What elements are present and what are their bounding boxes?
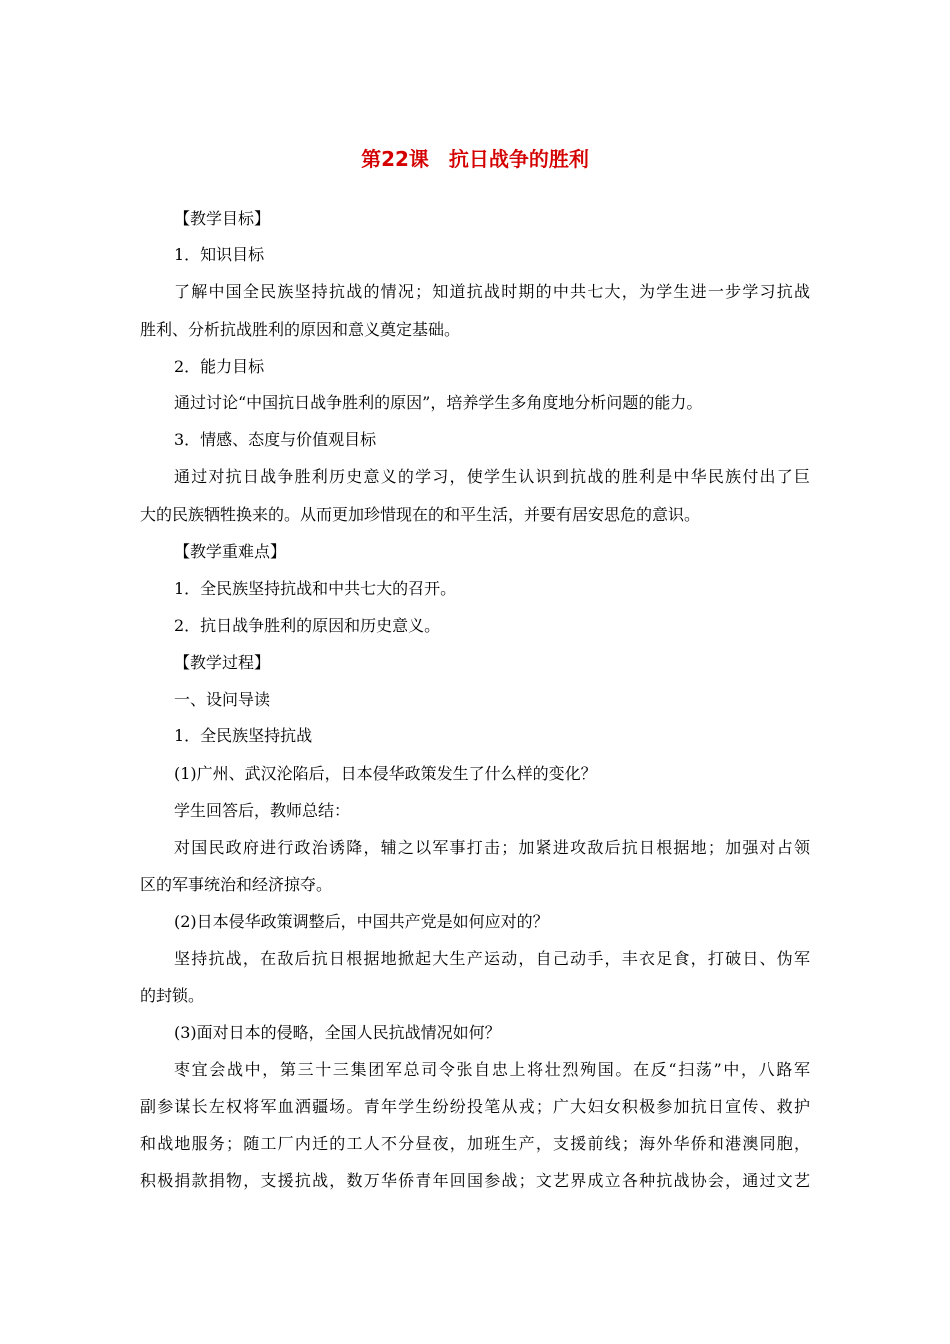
list-item: 1．全民族坚持抗战和中共七大的召开。 (174, 579, 457, 598)
question-3: (3)面对日本的侵略，全国人民抗战情况如何？ (174, 1023, 501, 1042)
paragraph-line: 积极捐款捐物，支援抗战，数万华侨青年回国参战；文艺界成立各种抗战协会，通过文艺 (140, 1171, 810, 1190)
subheading-resistance: 1．全民族坚持抗战 (174, 726, 313, 745)
paragraph-line: 的封锁。 (140, 986, 205, 1005)
list-item: 2．抗日战争胜利的原因和历史意义。 (174, 616, 441, 635)
section-heading-key-points: 【教学重难点】 (174, 542, 287, 561)
paragraph-line: 坚持抗战，在敌后抗日根据地掀起大生产运动，自己动手，丰衣足食，打破日、伪军 (174, 949, 810, 968)
section-heading-objectives: 【教学目标】 (174, 209, 271, 228)
paragraph-line: 通过讨论“中国抗日战争胜利的原因”，培养学生多角度地分析问题的能力。 (174, 393, 703, 412)
paragraph-line: 通过对抗日战争胜利历史意义的学习，使学生认识到抗战的胜利是中华民族付出了巨 (174, 467, 810, 486)
subheading-guided-reading: 一、设问导读 (174, 690, 271, 709)
subheading-knowledge: 1．知识目标 (174, 245, 265, 264)
paragraph-line: 枣宜会战中，第三十三集团军总司令张自忠上将壮烈殉国。在反“扫荡”中，八路军 (174, 1060, 810, 1079)
page-title: 第22课 抗日战争的胜利 (361, 147, 589, 171)
paragraph-line: 大的民族牺牲换来的。从而更加珍惜现在的和平生活，并要有居安思危的意识。 (140, 505, 701, 524)
paragraph-line: 胜利、分析抗战胜利的原因和意义奠定基础。 (140, 320, 461, 339)
paragraph-line: 学生回答后，教师总结： (174, 801, 351, 820)
paragraph-line: 副参谋长左权将军血洒疆场。青年学生纷纷投笔从戎；广大妇女积极参加抗日宣传、救护 (140, 1097, 810, 1116)
paragraph-line: 和战地服务；随工厂内迁的工人不分昼夜，加班生产，支援前线；海外华侨和港澳同胞， (140, 1134, 810, 1153)
subheading-ability: 2．能力目标 (174, 357, 265, 376)
subheading-emotion: 3．情感、态度与价值观目标 (174, 430, 377, 449)
paragraph-line: 了解中国全民族坚持抗战的情况；知道抗战时期的中共七大，为学生进一步学习抗战 (174, 282, 810, 301)
paragraph-line: 区的军事统治和经济掠夺。 (140, 875, 333, 894)
question-2: (2)日本侵华政策调整后，中国共产党是如何应对的？ (174, 912, 549, 931)
question-1: (1)广州、武汉沦陷后，日本侵华政策发生了什么样的变化？ (174, 764, 597, 783)
section-heading-process: 【教学过程】 (174, 653, 271, 672)
paragraph-line: 对国民政府进行政治诱降，辅之以军事打击；加紧进攻敌后抗日根据地；加强对占领 (174, 838, 810, 857)
